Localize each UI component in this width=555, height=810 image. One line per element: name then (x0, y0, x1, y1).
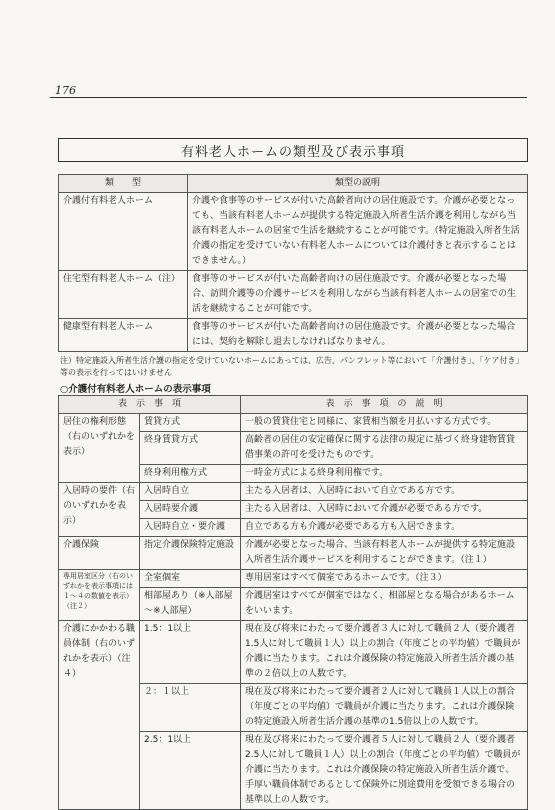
subitem-cell: 終身賃貸方式 (140, 432, 241, 465)
desc-cell: 現在及び将来にわたって要介護者３人に対して職員２人（要介護者1.5人に対して職員１人）以上の割合（年度ごとの平均値）で職員が介護に当たります。これは介護保険の特定施設入所者生活介護の基準の２倍以上の人数です。 (241, 621, 528, 684)
subitem-cell: 2.5：1以上 (140, 732, 241, 810)
type-name: 住宅型有料老人ホーム（注） (59, 271, 188, 319)
table-row (59, 570, 528, 588)
type-desc: 食事等のサービスが付いた高齢者向けの居住施設です。介護が必要となった場合には、契約を解除し退去しなければなりません。 (188, 319, 528, 352)
desc-cell: 専用居室はすべて個室であるホームです。（注３） (241, 570, 528, 588)
subitem-cell: 入居時自立・要介護 (140, 519, 241, 537)
type-name: 健康型有料老人ホーム (59, 319, 188, 352)
type-desc: 食事等のサービスが付いた高齢者向けの居住施設です。介護が必要となった場合、訪問介護等の介護サービスを利用しながら当該有料老人ホームの居室での生活を継続することが可能です。 (188, 271, 528, 319)
table-row (59, 271, 528, 319)
subitem-cell: 賃貸方式 (140, 414, 241, 432)
category-cell: 専用居室区分（右のいずれかを表示事項には１～４の数値を表示）（注２） (59, 570, 140, 621)
table-row (59, 414, 528, 432)
subitem-cell: 1.5：1以上 (140, 621, 241, 684)
type-desc: 介護や食事等のサービスが付いた高齢者向けの居住施設です。介護が必要となっても、当該有料老人ホームが提供する特定施設入所者生活介護を利用しながら当該有料老人ホームの居室で生活を継続することが可能です。（特定施設入所者生活介護の指定を受けていない有料老人ホームについては介護付きと表示することはできません。） (188, 193, 528, 271)
subitem-cell: 入居時自立 (140, 483, 241, 501)
desc-cell: 介護居室はすべてが個室ではなく、相部屋となる場合があるホームをいいます。 (241, 588, 528, 621)
category-cell: 入居時の要件（右のいずれかを表示） (59, 483, 140, 537)
subitem-cell: 全室個室 (140, 570, 241, 588)
desc-cell: 高齢者の居住の安定確保に関する法律の規定に基づく終身建物賃貸借事業の許可を受けたものです。 (241, 432, 528, 465)
types-header-type: 類 型 (59, 175, 188, 193)
type-name: 介護付有料老人ホーム (59, 193, 188, 271)
section-heading: ○介護付有料老人ホームの表示事項 (60, 384, 211, 395)
desc-cell: 主たる入居者は、入居時において自立である方です。 (241, 483, 528, 501)
page-number: 176 (55, 84, 76, 97)
table-row (59, 319, 528, 352)
subitem-cell: 指定介護保険特定施設 (140, 537, 241, 570)
display-header-desc: 表 示 事 項 の 説 明 (241, 396, 528, 414)
display-header-item: 表 示 事 項 (59, 396, 241, 414)
types-header-desc: 類型の説明 (188, 175, 528, 193)
category-cell: 居住の権利形態（右のいずれかを表示） (59, 414, 140, 483)
display-table (58, 395, 528, 810)
footnote: 注）特定施設入所者生活介護の指定を受けていないホームにあっては、広告、パンフレット等において「介護付き」、「ケア付き」等の表示を行ってはいけません (60, 356, 524, 377)
subitem-cell: 終身利用権方式 (140, 465, 241, 483)
page-title: 有料老人ホームの類型及び表示事項 (58, 138, 528, 162)
table-row (59, 621, 528, 684)
desc-cell: 一時金方式による終身利用権です。 (241, 465, 528, 483)
category-cell: 介護にかかわる職員体制（右のいずれかを表示）（注４） (59, 621, 140, 810)
table-row (59, 193, 528, 271)
subitem-cell: 相部屋あり（※人部屋～※人部屋） (140, 588, 241, 621)
desc-cell: 介護が必要となった場合、当該有料老人ホームが提供する特定施設入所者生活介護サービスを利用することができます。（注１） (241, 537, 528, 570)
header-rule (50, 97, 527, 98)
desc-cell: 一般の賃貸住宅と同様に、家賃相当額を月払いする方式です。 (241, 414, 528, 432)
subitem-cell: 入居時要介護 (140, 501, 241, 519)
types-table (58, 174, 528, 352)
desc-cell: 主たる入居者は、入居時において介護が必要である方です。 (241, 501, 528, 519)
category-cell: 介護保険 (59, 537, 140, 570)
table-row (59, 537, 528, 570)
desc-cell: 現在及び将来にわたって要介護者２人に対して職員１人以上の割合（年度ごとの平均値）で職員が介護に当たります。これは介護保険の特定施設入所者生活介護の基準の1.5倍以上の人数です。 (241, 684, 528, 732)
subitem-cell: ２：１以上 (140, 684, 241, 732)
table-row (59, 483, 528, 501)
desc-cell: 自立である方も介護が必要である方も入居できます。 (241, 519, 528, 537)
desc-cell: 現在及び将来にわたって要介護者５人に対して職員２人（要介護者2.5人に対して職員１人）以上の割合（年度ごとの平均値）で職員が介護に当たります。これは介護保険の特定施設入所者生活介護で、手厚い職員体制であるとして保険外に別途費用を受領できる場合の基準以上の人数です。 (241, 732, 528, 810)
